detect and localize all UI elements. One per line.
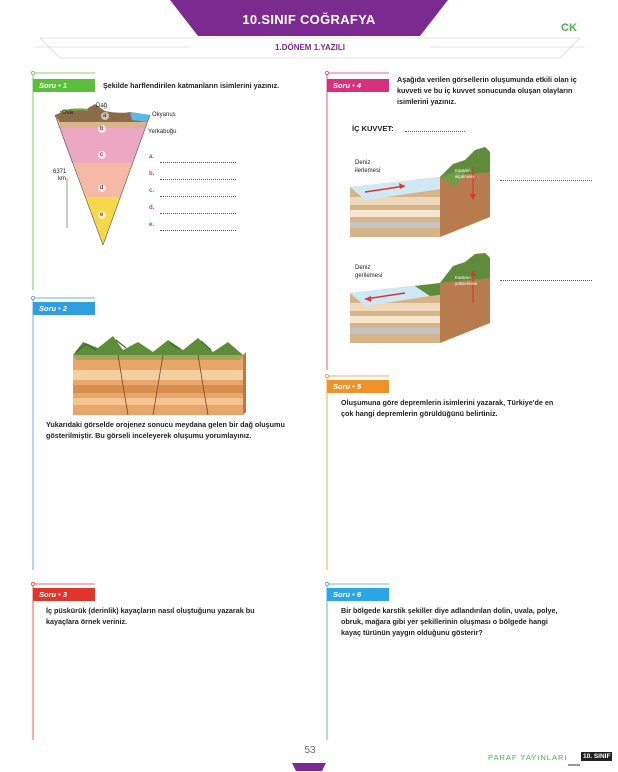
ic-kuvvet-answer-line[interactable] [405, 131, 465, 132]
question-1-text: Şekilde harflendirilen katmanların isimlerini yazınız. [103, 81, 280, 90]
answer-line-e[interactable] [160, 230, 236, 231]
question-6-text: Bir bölgede karstik şekiller diye adlandırılan dolin, uvala, polye, obruk, mağara gibi yer şekillerinin oluşması o bölgede hangi kayaç türünün yaygın olduğunu gösterir? [341, 606, 558, 637]
page-number: 53 [304, 745, 316, 756]
answer-line-d[interactable] [160, 213, 236, 214]
answer-label-a: a. [149, 154, 155, 160]
label-dag: Dağ [96, 103, 108, 109]
orogenesis-illustration [68, 330, 248, 420]
img1-answer-line[interactable] [500, 180, 592, 181]
sea-regression-illustration [345, 248, 495, 348]
img2-side-label: Karanın yükselmesi [455, 275, 478, 286]
exam-subtitle: 1.DÖNEM 1.YAZILI [275, 43, 345, 52]
img1-side-label: Karanın alçalması [455, 168, 475, 179]
label-yerkabugu: Yerkabuğu [148, 129, 177, 135]
label-okyanus: Okyanus [152, 112, 176, 118]
layer-letter-d: d [100, 185, 104, 191]
publisher-name: PARAF YAYINLARI [488, 753, 568, 762]
answer-line-a[interactable] [160, 162, 236, 163]
question-4-text: Aşağıda verilen görsellerin oluşumunda etkili olan iç kuvveti ve bu iç kuvvet sonucunda oluşan olayların isimlerini yazınız. [397, 75, 577, 106]
question-2-tag: Soru • 2 [33, 302, 95, 315]
page-title: 10.SINIF COĞRAFYA [242, 12, 376, 27]
question-6-tag: Soru • 6 [327, 588, 389, 601]
question-3-tag: Soru • 3 [33, 588, 95, 601]
label-ova: Ova [62, 110, 74, 116]
layer-letter-c: c [100, 152, 103, 158]
corner-code: CK [561, 22, 577, 34]
ic-kuvvet-label: İÇ KUVVET: [352, 124, 394, 133]
question-1-tag: Soru • 1 [33, 79, 95, 92]
question-2-text: Yukarıdaki görselde orojenez sonucu meydana gelen bir dağ oluşumu gösterilmiştir. Bu görseli inceleyerek oluşumu yorumlayınız. [46, 420, 285, 440]
question-3-text: İç püskürük (derinlik) kayaçların nasıl oluştuğunu yazarak bu kayaçlara örnek veriniz. [46, 606, 255, 626]
label-unit: km [58, 176, 66, 182]
answer-line-b[interactable] [160, 179, 236, 180]
answer-label-c: c. [149, 188, 155, 194]
answer-label-e: e. [149, 222, 155, 228]
sea-transgression-illustration [345, 142, 495, 242]
layer-letter-e: e [100, 212, 104, 218]
layer-letter-b: b [100, 126, 104, 132]
answer-label-d: d. [149, 205, 155, 211]
question-4-tag: Soru • 4 [327, 79, 389, 92]
answer-line-c[interactable] [160, 196, 236, 197]
question-5-tag: Soru • 5 [327, 380, 389, 393]
img1-label: Deniz ilerlemesi [355, 160, 381, 174]
layer-letter-a: a [103, 113, 107, 119]
earth-layers-diagram [50, 100, 160, 250]
grade-badge: 10. SINIF [583, 753, 611, 760]
img2-label: Deniz gerilemesi [355, 265, 383, 279]
img2-answer-line[interactable] [500, 280, 592, 281]
answer-label-b: b. [149, 171, 155, 177]
label-depth: 6371 [53, 169, 67, 175]
question-5-text: Oluşumuna göre depremlerin isimlerini yazarak, Türkiye'de en çok hangi depremlerin görüldüğünü belirtiniz. [341, 398, 554, 418]
